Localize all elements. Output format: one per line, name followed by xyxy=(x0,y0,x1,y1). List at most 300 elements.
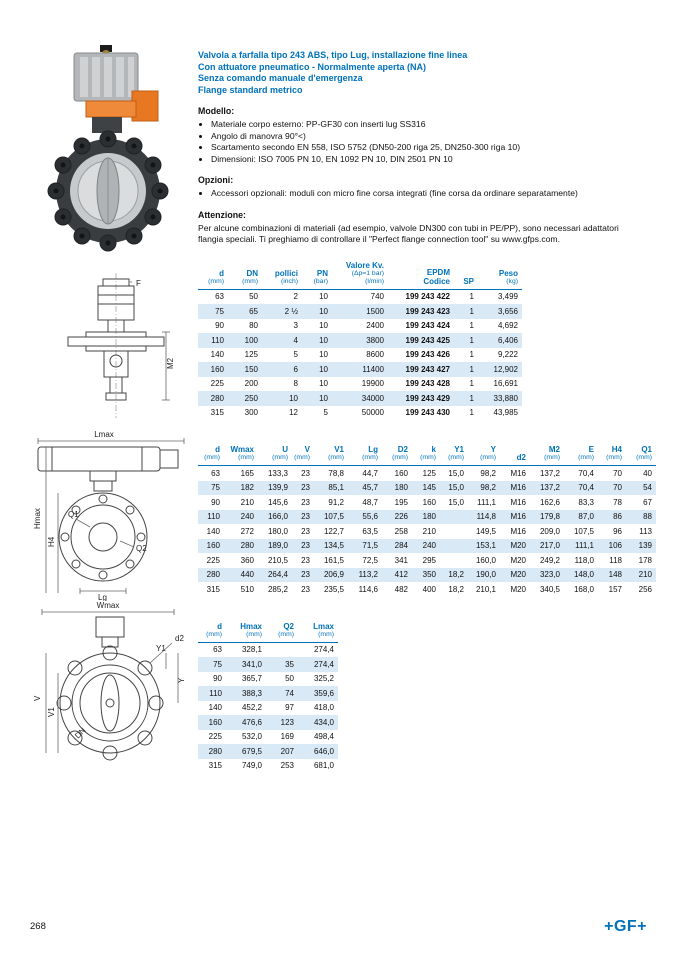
cell: 23 xyxy=(301,468,310,478)
cell: 35 xyxy=(285,659,294,669)
column-header: d2 xyxy=(500,444,530,466)
cell: 284 xyxy=(394,541,408,551)
table-row xyxy=(198,759,338,774)
cell: 50 xyxy=(249,292,258,302)
cell: 1 xyxy=(469,393,474,403)
cell xyxy=(266,642,298,657)
table-row xyxy=(198,348,522,363)
dim-label-lmax: Lmax xyxy=(94,430,114,439)
cell: 5 xyxy=(293,350,298,360)
cell: 209,0 xyxy=(539,526,560,536)
cell: 70 xyxy=(613,468,622,478)
header-row xyxy=(198,444,656,466)
cell: 300 xyxy=(244,408,258,418)
cell: 140 xyxy=(208,703,222,713)
cell: 360 xyxy=(240,555,254,565)
cell: 679,5 xyxy=(241,746,262,756)
cell: 199 243 430 xyxy=(405,408,450,418)
dim-label-y1: Y1 xyxy=(156,644,166,653)
kv-codes-table xyxy=(198,260,522,421)
column-header: Lg (mm) xyxy=(348,444,382,466)
cell: 122,7 xyxy=(323,526,344,536)
table-row xyxy=(198,466,656,481)
cell: 70,4 xyxy=(578,483,594,493)
cell: 5 xyxy=(323,408,328,418)
cell: 4,692 xyxy=(497,321,518,331)
column-header: PN (bar) xyxy=(302,260,332,290)
cell: 179,8 xyxy=(539,512,560,522)
cell: 15,0 xyxy=(448,497,464,507)
cell: M20 xyxy=(510,555,526,565)
cell: 90 xyxy=(211,497,220,507)
cell: 100 xyxy=(244,335,258,345)
column-header: Y (mm) xyxy=(468,444,500,466)
table-row xyxy=(198,701,338,716)
cell: 48,7 xyxy=(362,497,378,507)
dim-label-d2: d2 xyxy=(175,634,184,643)
table-row xyxy=(198,510,656,525)
valve-product-photo xyxy=(34,45,186,265)
cell: 280 xyxy=(208,746,222,756)
cell: 23 xyxy=(301,526,310,536)
cell: 3 xyxy=(293,321,298,331)
cell: 3,656 xyxy=(497,306,518,316)
cell: 12,902 xyxy=(493,364,518,374)
list-item: • Materiale corpo esterno: PP-GF30 con inserti lug SS316 xyxy=(211,119,606,131)
cell: 134,5 xyxy=(323,541,344,551)
cell: 10 xyxy=(319,335,328,345)
list-item: Valvola a farfalla tipo 243 ABS, tipo Lug, installazione fine linea xyxy=(198,50,468,60)
cell: 190,0 xyxy=(475,570,496,580)
cell: 98,2 xyxy=(480,468,496,478)
column-header: Valore Kv. (Δp=1 bar) (l/min) xyxy=(332,260,388,290)
cell: 110 xyxy=(209,688,222,698)
cell: 55,6 xyxy=(362,512,378,522)
cell: 498,4 xyxy=(313,732,334,742)
column-header: M2 (mm) xyxy=(530,444,564,466)
dim-label-h4: H4 xyxy=(47,536,56,547)
cell: 50000 xyxy=(361,408,384,418)
table-row xyxy=(198,304,522,319)
column-header: d (mm) xyxy=(198,444,224,466)
cell: 2 xyxy=(293,292,298,302)
cell: M20 xyxy=(510,584,526,594)
cell: 12 xyxy=(289,408,298,418)
cell xyxy=(440,524,468,539)
cell: 145 xyxy=(422,483,436,493)
cell: 23 xyxy=(301,497,310,507)
cell: 434,0 xyxy=(313,717,334,727)
column-header: Peso (kg) xyxy=(478,260,522,290)
cell: 137,2 xyxy=(539,468,560,478)
cell: 88 xyxy=(643,512,652,522)
cell: 646,0 xyxy=(313,746,334,756)
cell: 249,2 xyxy=(539,555,560,565)
cell: 18,2 xyxy=(448,570,464,580)
side-view-drawing xyxy=(32,429,190,601)
cell: 78 xyxy=(613,497,622,507)
cell: 23 xyxy=(301,541,310,551)
cell: 225 xyxy=(210,379,224,389)
table-row xyxy=(198,406,522,421)
table-row xyxy=(198,582,656,597)
cell: 168,0 xyxy=(573,584,594,594)
cell xyxy=(440,539,468,554)
cell: 180,0 xyxy=(267,526,288,536)
cell: 264,4 xyxy=(267,570,288,580)
cell: 199 243 422 xyxy=(405,292,450,302)
cell: 106 xyxy=(608,541,622,551)
table-row xyxy=(198,672,338,687)
dim-label-v1: V1 xyxy=(47,707,56,717)
cell: 23 xyxy=(301,483,310,493)
column-header: d (mm) xyxy=(198,621,226,643)
cell: 118 xyxy=(609,555,622,565)
cell: 199 243 429 xyxy=(405,393,450,403)
dim-label-q1: Q1 xyxy=(68,510,79,519)
cell: 19900 xyxy=(361,379,384,389)
column-header: Q2 (mm) xyxy=(266,621,298,643)
cell: 681,0 xyxy=(313,761,334,771)
table-row xyxy=(198,553,656,568)
cell: 149,5 xyxy=(475,526,496,536)
column-header: k (mm) xyxy=(412,444,440,466)
cell: 23 xyxy=(301,570,310,580)
cell: 532,0 xyxy=(241,732,262,742)
cell: 1 xyxy=(469,335,474,345)
cell: 340,5 xyxy=(539,584,560,594)
column-header: EPDM Codice xyxy=(388,260,454,290)
cell: 199 243 424 xyxy=(405,321,450,331)
cell: 160 xyxy=(422,497,436,507)
page-number: 268 xyxy=(30,921,46,932)
cell: 113 xyxy=(639,526,652,536)
cell: 226 xyxy=(394,512,408,522)
cell: 452,2 xyxy=(241,703,262,713)
cell: 86 xyxy=(613,512,622,522)
cell: 157 xyxy=(608,584,622,594)
cell: 162,6 xyxy=(539,497,560,507)
cell: 160,0 xyxy=(475,555,496,565)
list-item: • Scartamento secondo EN 558, ISO 5752 (DN50-200 riga 25, DN250-300 riga 10) xyxy=(211,142,606,154)
cell: 210,1 xyxy=(475,584,496,594)
table-row xyxy=(198,319,522,334)
cell: 388,3 xyxy=(241,688,262,698)
list-item: • Dimensioni: ISO 7005 PN 10, EN 1092 PN 10, DIN 2501 PN 10 xyxy=(211,154,606,166)
table-row xyxy=(198,495,656,510)
table-row xyxy=(198,377,522,392)
cell: 510 xyxy=(240,584,254,594)
cell: 2 ½ xyxy=(284,306,298,316)
cell: 1 xyxy=(469,292,474,302)
cell: 63,5 xyxy=(362,526,378,536)
cell: 85,1 xyxy=(328,483,344,493)
table-row xyxy=(198,539,656,554)
content-column xyxy=(198,50,660,773)
cell: 40 xyxy=(643,468,652,478)
cell: 97 xyxy=(285,703,294,713)
cell xyxy=(440,510,468,525)
cell: 75 xyxy=(211,483,220,493)
header-row xyxy=(198,621,338,643)
table-row xyxy=(198,642,338,657)
cell: 148,0 xyxy=(573,570,594,580)
cell: 18,2 xyxy=(448,584,464,594)
list-item: Con attuatore pneumatico - Normalmente aperta (NA) xyxy=(198,61,427,72)
cell: 45,7 xyxy=(362,483,378,493)
table-row xyxy=(198,524,656,539)
cell: 10 xyxy=(289,393,298,403)
cell: 328,1 xyxy=(241,645,262,655)
dim-label-wmax: Wmax xyxy=(96,601,120,610)
column-header: E (mm) xyxy=(564,444,598,466)
cell: 145,6 xyxy=(267,497,288,507)
dim-label-q2: Q2 xyxy=(136,544,147,553)
cell: 166,0 xyxy=(267,512,288,522)
opzioni-heading: Opzioni: xyxy=(198,175,234,185)
dimensions-table xyxy=(198,444,656,597)
cell: 285,2 xyxy=(267,584,288,594)
cell: 6,406 xyxy=(497,335,518,345)
dim-label-y: Y xyxy=(177,677,186,683)
cell: 96 xyxy=(613,526,622,536)
cell: 8600 xyxy=(366,350,384,360)
cell: 10 xyxy=(319,364,328,374)
cell: 165 xyxy=(240,468,254,478)
cell: 150 xyxy=(244,364,258,374)
cell: 412 xyxy=(394,570,408,580)
cell: 140 xyxy=(206,526,220,536)
modello-heading: Modello: xyxy=(198,106,235,116)
table-row xyxy=(198,730,338,745)
cell: 210 xyxy=(422,526,436,536)
column-header: SP xyxy=(454,260,478,290)
cell: 23 xyxy=(301,555,310,565)
cell: 160 xyxy=(208,717,222,727)
cell: 253 xyxy=(280,761,294,771)
dim-label-dn: DN xyxy=(73,725,88,741)
cell: 160 xyxy=(210,364,224,374)
cell: 341,0 xyxy=(241,659,262,669)
cell: 33,880 xyxy=(493,393,518,403)
cell: 341 xyxy=(394,555,408,565)
cell: 110 xyxy=(207,512,220,522)
cell: 199 243 423 xyxy=(405,306,450,316)
cell: 110 xyxy=(211,335,224,345)
column-header: Wmax (mm) xyxy=(224,444,258,466)
cell: 217,0 xyxy=(539,541,560,551)
cell: 1 xyxy=(469,321,474,331)
cell: 200 xyxy=(244,379,258,389)
list-item: • Angolo di manovra 90°<) xyxy=(211,131,606,143)
table-row xyxy=(198,657,338,672)
gf-logo: +GF+ xyxy=(604,918,647,935)
cell: 34000 xyxy=(361,393,384,403)
cell: 10 xyxy=(319,393,328,403)
cell: 10 xyxy=(319,292,328,302)
cell: 280 xyxy=(210,393,224,403)
cell: 63 xyxy=(213,645,222,655)
column-header: Y1 (mm) xyxy=(440,444,468,466)
cell: 274,4 xyxy=(313,645,334,655)
cell: 323,0 xyxy=(539,570,560,580)
cell: 70 xyxy=(613,483,622,493)
cell: 67 xyxy=(643,497,652,507)
cell: 195 xyxy=(394,497,408,507)
dim-label-m2: M2 xyxy=(166,357,175,369)
cell: 3800 xyxy=(366,335,384,345)
cell: 199 243 425 xyxy=(405,335,450,345)
cell: 44,7 xyxy=(362,468,378,478)
modello-list xyxy=(198,119,606,165)
cell: 15,0 xyxy=(448,483,464,493)
cell: 225 xyxy=(206,555,220,565)
cell: 210 xyxy=(240,497,254,507)
cell: 1 xyxy=(469,408,474,418)
cell: 1 xyxy=(469,379,474,389)
cell: 206,9 xyxy=(323,570,344,580)
table-row xyxy=(198,481,656,496)
cell: 440 xyxy=(240,570,254,580)
cell: 80 xyxy=(249,321,258,331)
cell: 118,0 xyxy=(574,555,594,565)
cell: 210 xyxy=(638,570,652,580)
cell: 350 xyxy=(422,570,436,580)
cell: 225 xyxy=(208,732,222,742)
cell: M16 xyxy=(510,483,526,493)
cell: 315 xyxy=(208,761,222,771)
cell: 274,4 xyxy=(313,659,334,669)
cell: 54 xyxy=(643,483,652,493)
table-row xyxy=(198,686,338,701)
cell: 72,5 xyxy=(362,555,378,565)
cell: 1 xyxy=(469,364,474,374)
flange-view-drawing xyxy=(32,601,190,773)
cell: 476,6 xyxy=(241,717,262,727)
cell: 1 xyxy=(469,306,474,316)
cell: 114,6 xyxy=(358,584,378,594)
cell: 111,1 xyxy=(575,541,594,551)
cell: 325,2 xyxy=(313,674,334,684)
cell: 63 xyxy=(211,468,220,478)
table-row xyxy=(198,568,656,583)
opzioni-list xyxy=(198,188,606,200)
cell: 2400 xyxy=(366,321,384,331)
cell: 114,8 xyxy=(476,512,496,522)
cell: 87,0 xyxy=(578,512,594,522)
cell: 9,222 xyxy=(497,350,518,360)
cell: 75 xyxy=(215,306,224,316)
cell: 23 xyxy=(301,584,310,594)
column-header: D2 (mm) xyxy=(382,444,412,466)
cell: 74 xyxy=(285,688,294,698)
cell: 418,0 xyxy=(313,703,334,713)
cell: 107,5 xyxy=(323,512,344,522)
cell: 169 xyxy=(280,732,294,742)
cell: 272 xyxy=(240,526,254,536)
attenzione-text: Per alcune combinazioni di materiali (ad esempio, valvole DN300 con tubi in PE/PP), sono necessari adattatori flangia speciali. Ti preghiamo di controllare il "Perfect flange connection tool" su www.gfps.com. xyxy=(198,222,619,244)
cell: 210,5 xyxy=(267,555,288,565)
cell: 98,2 xyxy=(480,483,496,493)
column-header: U (mm) xyxy=(258,444,292,466)
figures-column xyxy=(30,45,195,785)
cell: 365,7 xyxy=(241,674,262,684)
header-row xyxy=(198,260,522,290)
column-header: V1 (mm) xyxy=(314,444,348,466)
cell: 83,3 xyxy=(578,497,594,507)
cell: 90 xyxy=(215,321,224,331)
cell: 71,5 xyxy=(362,541,378,551)
cell: 63 xyxy=(215,292,224,302)
cell: 199 243 426 xyxy=(405,350,450,360)
list-item: Flange standard metrico xyxy=(198,84,303,95)
cell: M16 xyxy=(510,468,526,478)
column-header: pollici (inch) xyxy=(262,260,302,290)
cell: 160 xyxy=(206,541,220,551)
cell: 3,499 xyxy=(497,292,518,302)
heights-table xyxy=(198,621,338,774)
cell: 10 xyxy=(319,379,328,389)
cell: 207 xyxy=(280,746,294,756)
attenzione-heading: Attenzione: xyxy=(198,209,246,220)
cell: 8 xyxy=(293,379,298,389)
cell: M20 xyxy=(510,570,526,580)
cell: 125 xyxy=(422,468,436,478)
cell: 295 xyxy=(422,555,436,565)
cell: 23 xyxy=(301,512,310,522)
cell: M16 xyxy=(510,526,526,536)
cell: 189,0 xyxy=(267,541,288,551)
column-header: d (mm) xyxy=(198,260,228,290)
column-header: Q1 (mm) xyxy=(626,444,656,466)
cell: 139 xyxy=(638,541,652,551)
cell: 256 xyxy=(638,584,652,594)
cell: 160 xyxy=(394,468,408,478)
cell: 258 xyxy=(394,526,408,536)
cell: 199 243 428 xyxy=(405,379,450,389)
cell: M16 xyxy=(510,512,526,522)
cell: 315 xyxy=(206,584,220,594)
cell: 199 243 427 xyxy=(405,364,450,374)
cell: 235,5 xyxy=(323,584,344,594)
cell: 180 xyxy=(394,483,408,493)
cell: 153,1 xyxy=(475,541,496,551)
column-header: H4 (mm) xyxy=(598,444,626,466)
cell: 125 xyxy=(244,350,258,360)
product-title xyxy=(198,50,660,96)
table-row xyxy=(198,362,522,377)
front-view-drawing xyxy=(56,273,176,418)
cell: 78,8 xyxy=(328,468,344,478)
cell: 50 xyxy=(285,674,294,684)
list-item: Senza comando manuale d'emergenza xyxy=(198,73,363,83)
cell: 75 xyxy=(213,659,222,669)
cell: 182 xyxy=(240,483,254,493)
cell: 16,691 xyxy=(493,379,518,389)
cell: 180 xyxy=(422,512,436,522)
cell: 113,2 xyxy=(358,570,378,580)
cell: 10 xyxy=(319,350,328,360)
cell: 91,2 xyxy=(328,497,344,507)
cell: 107,5 xyxy=(573,526,594,536)
cell: M20 xyxy=(510,541,526,551)
table-row xyxy=(198,715,338,730)
cell: 400 xyxy=(422,584,436,594)
cell: 65 xyxy=(249,306,258,316)
cell: 15,0 xyxy=(448,468,464,478)
cell: 178 xyxy=(638,555,652,565)
cell: 740 xyxy=(370,292,384,302)
